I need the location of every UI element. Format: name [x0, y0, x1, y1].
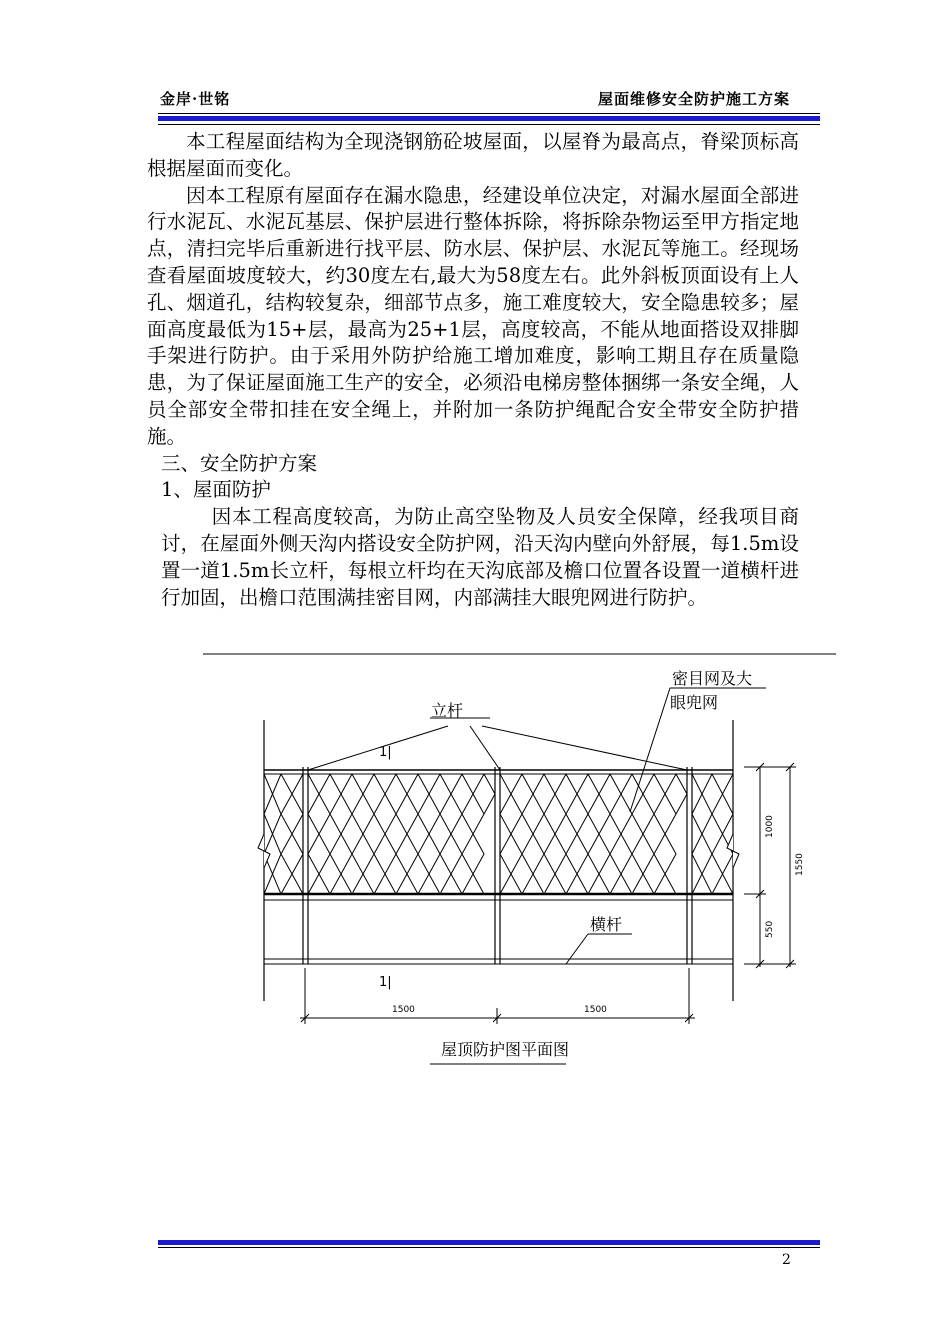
figure-caption: 屋顶防护图平面图 — [441, 1040, 570, 1059]
page-number: 2 — [782, 1252, 791, 1268]
label-pole: 立杆 — [431, 701, 464, 720]
section-mark-bottom: 1| — [379, 975, 392, 990]
header-rule-lower — [158, 124, 820, 125]
dimension-550: 550 — [765, 920, 775, 938]
footer-rule-blue — [158, 1240, 820, 1245]
roof-protection-figure — [200, 648, 840, 1082]
heading-roof-protection: 1、屋面防护 — [161, 478, 271, 502]
dimension-1500-right: 1500 — [584, 1005, 607, 1015]
heading-safety-plan: 三、安全防护方案 — [161, 451, 318, 475]
paragraph-roof-protection: 因本工程高度较高，为防止高空坠物及人员安全保障，经我项目商讨，在屋面外侧天沟内搭设安全防护网，沿天沟内壁向外舒展，每1.5m设置一道1.5m长立杆，每根立杆均在天沟底部及檐口位置各设置一道横杆进行加固，出檐口范围满挂密目网，内部满挂大眼兜网进行防护。 — [161, 505, 799, 609]
dimension-1550: 1550 — [795, 853, 805, 876]
dimension-1000: 1000 — [765, 815, 775, 838]
section-mark-top: 1| — [379, 745, 392, 760]
header-rule-thin — [158, 113, 820, 114]
dimension-1500-left: 1500 — [392, 1005, 415, 1015]
paragraph-project-background: 因本工程原有屋面存在漏水隐患，经建设单位决定，对漏水屋面全部进行水泥瓦、水泥瓦基层、保护层进行整体拆除，将拆除杂物运至甲方指定地点，清扫完毕后重新进行找平层、防水层、保护层、水泥瓦等施工。经现场查看屋面坡度较大，约30度左右,最大为58度左右。此外斜板顶面设有上人孔、烟道孔，结构较复杂，细部节点多，施工难度较大，安全隐患较多；屋面高度最低为15+层，最高为25+1层，高度较高，不能从地面搭设双排脚手架进行防护。由于采用外防护给施工增加难度，影响工期且存在质量隐患，为了保证屋面施工生产的安全，必须沿电梯房整体捆绑一条安全绳，人员全部安全带扣挂在安全绳上，并附加一条防护绳配合安全带安全防护措施。 — [147, 183, 799, 448]
label-mesh-line2: 眼兜网 — [670, 693, 719, 712]
header-rule-blue — [158, 116, 820, 121]
header-project-name: 金岸·世铭 — [160, 90, 231, 108]
paragraph-roof-structure: 本工程屋面结构为全现浇钢筋砼坡屋面，以屋脊为最高点，脊梁顶标高根据屋面而变化。 — [147, 130, 799, 180]
footer-rule-thin — [158, 1247, 820, 1248]
label-rail: 横杆 — [590, 915, 623, 934]
document-body — [147, 129, 799, 611]
header-document-title: 屋面维修安全防护施工方案 — [597, 90, 790, 108]
roof-protection-drawing — [200, 648, 840, 1078]
label-mesh-line1: 密目网及大 — [672, 669, 753, 688]
